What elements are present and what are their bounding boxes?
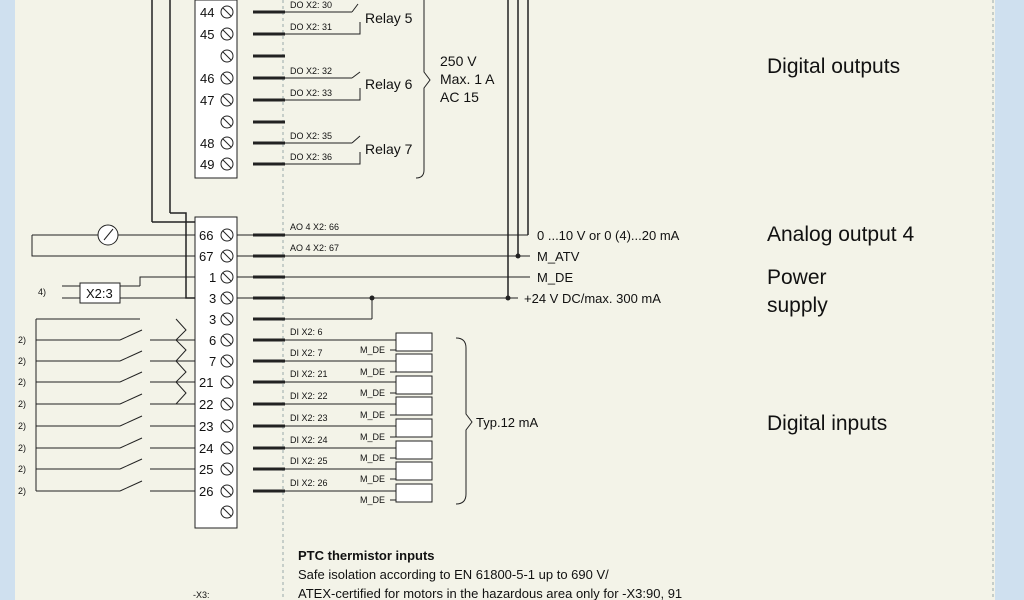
note-5: 2) (18, 421, 27, 431)
di-terminal-24: DI X2: 24 (290, 435, 328, 445)
m-de-4: M_DE (360, 410, 386, 420)
supply-m-de: M_DE (537, 270, 574, 285)
do-terminal-30: DO X2: 30 (290, 0, 333, 10)
note-2: 2) (18, 356, 27, 366)
m-de-7: M_DE (360, 474, 386, 484)
pin-49: 49 (200, 157, 215, 172)
note-7: 2) (18, 464, 27, 474)
supply-24v: +24 V DC/max. 300 mA (524, 291, 661, 306)
pin-44: 44 (200, 5, 215, 20)
m-de-6: M_DE (360, 453, 386, 463)
ptc-x3-label: -X3: (193, 590, 210, 600)
pin-24: 24 (199, 441, 214, 456)
di-terminal-25: DI X2: 25 (290, 456, 328, 466)
ao-terminal-66: AO 4 X2: 66 (290, 222, 340, 232)
m-de-5: M_DE (360, 432, 386, 442)
heading-digital-outputs: Digital outputs (767, 55, 901, 78)
relay-rating-voltage: 250 V (440, 53, 477, 69)
ptc-line2: ATEX-certified for motors in the hazardous area only for -X3:90, 91 (298, 586, 683, 600)
ao-terminal-67: AO 4 X2: 67 (290, 243, 340, 253)
pin-46: 46 (200, 71, 215, 86)
note-6: 2) (18, 443, 27, 453)
pin-45: 45 (200, 27, 215, 42)
di-terminal-22: DI X2: 22 (290, 391, 328, 401)
m-de-8: M_DE (360, 495, 386, 505)
pin-3a: 3 (209, 291, 217, 306)
do-terminal-36: DO X2: 36 (290, 152, 333, 162)
pin-48: 48 (200, 136, 215, 151)
analog-range: 0 ...10 V or 0 (4)...20 mA (537, 228, 680, 243)
di-terminal-23: DI X2: 23 (290, 413, 328, 423)
heading-digital-inputs: Digital inputs (767, 412, 888, 435)
panel (15, 0, 995, 600)
ptc-title: PTC thermistor inputs (298, 548, 435, 563)
di-terminal-7: DI X2: 7 (290, 348, 323, 358)
relay-rating-current: Max. 1 A (440, 71, 495, 87)
pin-25: 25 (199, 462, 214, 477)
ptc-line1: Safe isolation according to EN 61800-5-1 up to 690 V/ (298, 567, 609, 582)
pin-67: 67 (199, 249, 214, 264)
x23-label: X2:3 (86, 286, 113, 301)
pin-6: 6 (209, 333, 217, 348)
heading-power: Power (767, 266, 827, 289)
pin-47: 47 (200, 93, 215, 108)
m-de-1: M_DE (360, 345, 386, 355)
relay-5-label: Relay 5 (365, 10, 413, 26)
input-current: Typ.12 mA (476, 415, 539, 430)
do-terminal-35: DO X2: 35 (290, 131, 333, 141)
pin-1: 1 (209, 270, 217, 285)
di-terminal-26: DI X2: 26 (290, 478, 328, 488)
di-terminal-21: DI X2: 21 (290, 369, 328, 379)
analog-ref: M_ATV (537, 249, 580, 264)
pin-23: 23 (199, 419, 214, 434)
x23-note: 4) (38, 287, 47, 297)
m-de-3: M_DE (360, 388, 386, 398)
pin-22: 22 (199, 397, 214, 412)
pin-3b: 3 (209, 312, 217, 327)
note-4: 2) (18, 399, 27, 409)
do-terminal-31: DO X2: 31 (290, 22, 333, 32)
relay-rating-class: AC 15 (440, 89, 479, 105)
relay-6-label: Relay 6 (365, 76, 413, 92)
relay-7-label: Relay 7 (365, 141, 413, 157)
pin-7: 7 (209, 354, 217, 369)
note-1: 2) (18, 335, 27, 345)
do-terminal-33: DO X2: 33 (290, 88, 333, 98)
heading-supply: supply (767, 294, 828, 317)
di-terminal-6: DI X2: 6 (290, 327, 323, 337)
pin-26: 26 (199, 484, 214, 499)
note-8: 2) (18, 486, 27, 496)
pin-21: 21 (199, 375, 214, 390)
m-de-2: M_DE (360, 367, 386, 377)
note-3: 2) (18, 377, 27, 387)
heading-analog-output: Analog output 4 (767, 223, 915, 246)
pin-66: 66 (199, 228, 214, 243)
do-terminal-32: DO X2: 32 (290, 66, 333, 76)
